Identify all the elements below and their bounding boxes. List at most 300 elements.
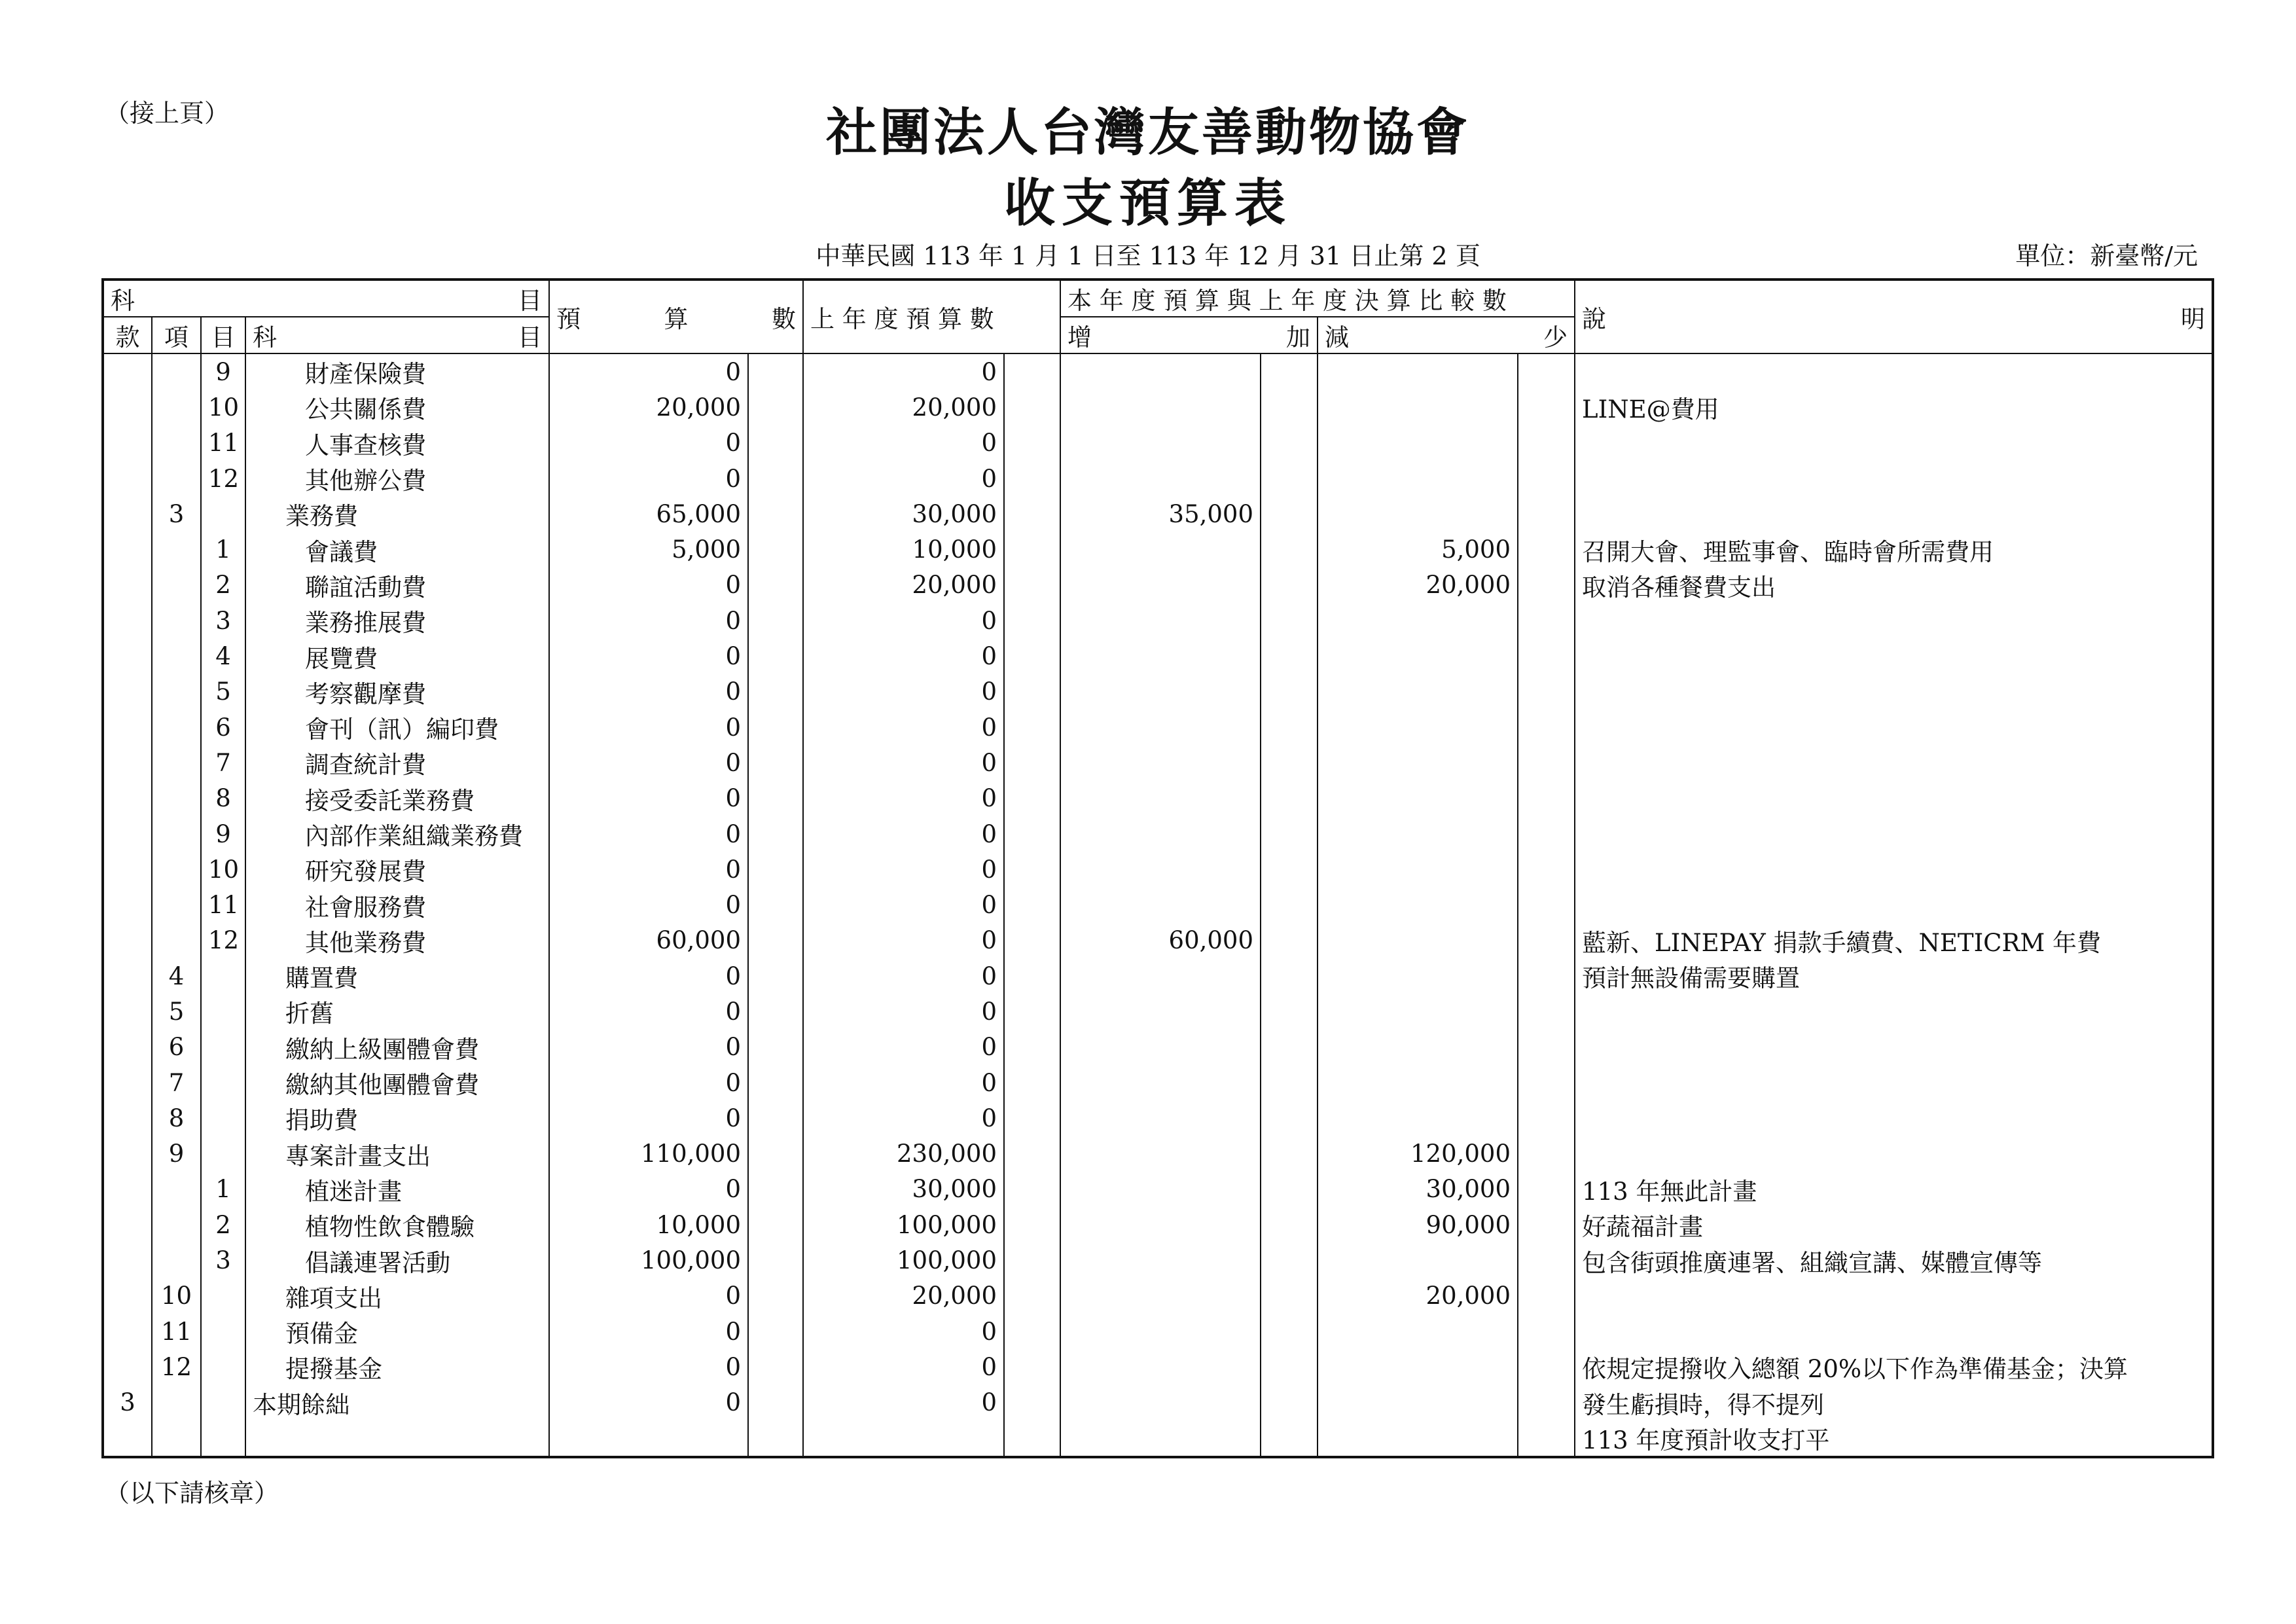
cell-subject: 公共關係費	[245, 389, 549, 425]
cell-mu	[201, 1278, 245, 1314]
cell-mu: 6	[201, 710, 245, 745]
cell-xiang	[152, 710, 201, 745]
cell-increase-pad	[1261, 353, 1318, 389]
cell-last-year: 0	[803, 958, 1004, 994]
cell-subject: 其他業務費	[245, 923, 549, 958]
cell-budget-pad	[748, 1314, 803, 1349]
table-row	[103, 1242, 2213, 1278]
cell-mu: 7	[201, 745, 245, 780]
cell-decrease-pad	[1518, 1314, 1575, 1349]
cell-subject: 業務推展費	[245, 603, 549, 638]
cell-mu: 3	[201, 603, 245, 638]
cell-increase	[1060, 1030, 1261, 1065]
cell-xiang	[152, 389, 201, 425]
cell-increase-pad	[1261, 389, 1318, 425]
cell-last-year-pad	[1004, 1349, 1060, 1384]
cell-decrease	[1318, 638, 1518, 674]
cell-budget: 60,000	[549, 923, 748, 958]
cell-decrease-pad	[1518, 745, 1575, 780]
cell-increase-pad	[1261, 1420, 1318, 1457]
cell-decrease: 5,000	[1318, 532, 1518, 567]
cell-increase-pad	[1261, 1242, 1318, 1278]
cell-increase	[1060, 461, 1261, 496]
cell-xiang	[152, 353, 201, 389]
table-row	[103, 1065, 2213, 1100]
cell-note: 好蔬福計畫	[1575, 1207, 2213, 1242]
cell-xiang	[152, 816, 201, 852]
cell-note: 預計無設備需要購置	[1575, 958, 2213, 994]
cell-increase	[1060, 745, 1261, 780]
cell-last-year: 0	[803, 816, 1004, 852]
cell-xiang: 8	[152, 1100, 201, 1136]
cell-xiang	[152, 745, 201, 780]
cell-note: 召開大會、理監事會、臨時會所需費用	[1575, 532, 2213, 567]
cell-decrease-pad	[1518, 781, 1575, 816]
table-row	[103, 887, 2213, 922]
cell-decrease-pad	[1518, 674, 1575, 710]
table-row	[103, 425, 2213, 461]
cell-budget-pad	[748, 781, 803, 816]
cell-mu: 9	[201, 816, 245, 852]
cell-budget: 20,000	[549, 389, 748, 425]
cell-subject: 提撥基金	[245, 1349, 549, 1384]
cell-increase	[1060, 994, 1261, 1029]
cell-budget: 0	[549, 603, 748, 638]
cell-increase: 35,000	[1060, 496, 1261, 532]
cell-budget: 0	[549, 1278, 748, 1314]
cell-subject: 專案計畫支出	[245, 1136, 549, 1172]
cell-last-year-pad	[1004, 816, 1060, 852]
cell-xiang: 10	[152, 1278, 201, 1314]
cell-decrease	[1318, 603, 1518, 638]
cell-kuan	[103, 1349, 152, 1384]
cell-decrease-pad	[1518, 461, 1575, 496]
cell-last-year-pad	[1004, 353, 1060, 389]
cell-budget-pad	[748, 532, 803, 567]
budget-table	[101, 278, 2214, 1458]
cell-note: 113 年無此計畫	[1575, 1172, 2213, 1207]
cell-subject: 調查統計費	[245, 745, 549, 780]
table-row	[103, 1207, 2213, 1242]
cell-budget-pad	[748, 674, 803, 710]
cell-budget-pad	[748, 353, 803, 389]
cell-last-year	[803, 1420, 1004, 1457]
cell-xiang: 5	[152, 994, 201, 1029]
table-row	[103, 568, 2213, 603]
cell-decrease-pad	[1518, 887, 1575, 922]
cell-budget: 0	[549, 1314, 748, 1349]
cell-mu: 9	[201, 353, 245, 389]
cell-note: 113 年度預計收支打平	[1575, 1420, 2213, 1457]
cell-kuan	[103, 1100, 152, 1136]
cell-last-year: 0	[803, 1349, 1004, 1384]
cell-increase-pad	[1261, 1172, 1318, 1207]
cell-xiang: 9	[152, 1136, 201, 1172]
cell-last-year: 0	[803, 710, 1004, 745]
cell-mu: 2	[201, 568, 245, 603]
cell-xiang	[152, 425, 201, 461]
cell-mu: 3	[201, 1242, 245, 1278]
cell-decrease-pad	[1518, 1030, 1575, 1065]
cell-note: LINE@費用	[1575, 389, 2213, 425]
cell-decrease-pad	[1518, 496, 1575, 532]
cell-budget-pad	[748, 638, 803, 674]
cell-decrease: 120,000	[1318, 1136, 1518, 1172]
table-row	[103, 1385, 2213, 1420]
header-decrease: 減 少	[1318, 317, 1575, 353]
cell-last-year: 0	[803, 852, 1004, 887]
header-last-year: 上 年 度 預 算 數	[803, 280, 1060, 353]
cell-budget: 0	[549, 887, 748, 922]
cell-mu: 10	[201, 852, 245, 887]
cell-last-year-pad	[1004, 1030, 1060, 1065]
cell-budget: 0	[549, 852, 748, 887]
cell-decrease-pad	[1518, 1100, 1575, 1136]
cell-last-year-pad	[1004, 1242, 1060, 1278]
cell-budget: 0	[549, 958, 748, 994]
cell-last-year: 0	[803, 781, 1004, 816]
cell-decrease-pad	[1518, 1136, 1575, 1172]
table-row	[103, 1420, 2213, 1457]
cell-last-year: 20,000	[803, 568, 1004, 603]
cell-budget-pad	[748, 958, 803, 994]
cell-note	[1575, 1065, 2213, 1100]
cell-mu	[201, 1136, 245, 1172]
cell-last-year-pad	[1004, 461, 1060, 496]
cell-budget-pad	[748, 994, 803, 1029]
cell-last-year: 0	[803, 923, 1004, 958]
cell-budget: 0	[549, 1172, 748, 1207]
cell-decrease-pad	[1518, 1207, 1575, 1242]
cell-kuan	[103, 461, 152, 496]
cell-xiang	[152, 1172, 201, 1207]
cell-last-year-pad	[1004, 674, 1060, 710]
cell-decrease-pad	[1518, 532, 1575, 567]
cell-increase-pad	[1261, 1100, 1318, 1136]
cell-xiang	[152, 603, 201, 638]
cell-last-year: 0	[803, 1314, 1004, 1349]
cell-subject: 購置費	[245, 958, 549, 994]
cell-increase-pad	[1261, 887, 1318, 922]
cell-decrease: 20,000	[1318, 1278, 1518, 1314]
cell-note	[1575, 710, 2213, 745]
cell-kuan	[103, 603, 152, 638]
table-row	[103, 496, 2213, 532]
table-row	[103, 1172, 2213, 1207]
cell-budget-pad	[748, 710, 803, 745]
cell-increase-pad	[1261, 1385, 1318, 1420]
cell-note: 依規定提撥收入總額 20%以下作為準備基金；決算	[1575, 1349, 2213, 1384]
cell-mu	[201, 1349, 245, 1384]
cell-increase-pad	[1261, 958, 1318, 994]
cell-increase-pad	[1261, 638, 1318, 674]
cell-decrease	[1318, 496, 1518, 532]
cell-last-year-pad	[1004, 1385, 1060, 1420]
cell-increase	[1060, 1385, 1261, 1420]
cell-note	[1575, 1136, 2213, 1172]
cell-budget	[549, 1420, 748, 1457]
cell-subject: 展覽費	[245, 638, 549, 674]
cell-last-year-pad	[1004, 389, 1060, 425]
cell-budget: 100,000	[549, 1242, 748, 1278]
cell-subject: 人事查核費	[245, 425, 549, 461]
cell-subject: 聯誼活動費	[245, 568, 549, 603]
cell-note	[1575, 1100, 2213, 1136]
cell-subject: 倡議連署活動	[245, 1242, 549, 1278]
cell-note	[1575, 425, 2213, 461]
cell-budget-pad	[748, 1349, 803, 1384]
cell-decrease	[1318, 674, 1518, 710]
cell-decrease-pad	[1518, 1420, 1575, 1457]
cell-note	[1575, 887, 2213, 922]
cell-increase	[1060, 1207, 1261, 1242]
table-row	[103, 816, 2213, 852]
cell-increase	[1060, 389, 1261, 425]
cell-decrease-pad	[1518, 923, 1575, 958]
cell-last-year: 0	[803, 425, 1004, 461]
header-comparison: 本 年 度 預 算 與 上 年 度 決 算 比 較 數	[1060, 280, 1575, 317]
cell-increase-pad	[1261, 710, 1318, 745]
cell-last-year-pad	[1004, 425, 1060, 461]
cell-last-year: 230,000	[803, 1136, 1004, 1172]
cell-note	[1575, 994, 2213, 1029]
table-row	[103, 638, 2213, 674]
cell-budget: 0	[549, 638, 748, 674]
cell-increase-pad	[1261, 674, 1318, 710]
cell-note	[1575, 781, 2213, 816]
cell-increase-pad	[1261, 1065, 1318, 1100]
cell-subject: 繳納其他團體會費	[245, 1065, 549, 1100]
cell-increase	[1060, 887, 1261, 922]
cell-note	[1575, 1278, 2213, 1314]
cell-xiang	[152, 638, 201, 674]
cell-mu: 5	[201, 674, 245, 710]
cell-note	[1575, 816, 2213, 852]
cell-kuan	[103, 674, 152, 710]
cell-increase	[1060, 1172, 1261, 1207]
cell-last-year-pad	[1004, 852, 1060, 887]
cell-last-year: 20,000	[803, 1278, 1004, 1314]
cell-note	[1575, 353, 2213, 389]
cell-budget: 0	[549, 1030, 748, 1065]
cell-decrease	[1318, 1100, 1518, 1136]
table-row	[103, 745, 2213, 780]
cell-last-year-pad	[1004, 568, 1060, 603]
cell-budget: 0	[549, 674, 748, 710]
cell-budget-pad	[748, 1136, 803, 1172]
cell-xiang: 4	[152, 958, 201, 994]
cell-budget-pad	[748, 1172, 803, 1207]
cell-last-year-pad	[1004, 1100, 1060, 1136]
table-row	[103, 923, 2213, 958]
cell-decrease: 20,000	[1318, 568, 1518, 603]
cell-kuan	[103, 781, 152, 816]
cell-xiang	[152, 852, 201, 887]
cell-decrease	[1318, 994, 1518, 1029]
cell-kuan	[103, 887, 152, 922]
cell-mu	[201, 994, 245, 1029]
cell-decrease-pad	[1518, 1065, 1575, 1100]
document-title: 收支預算表	[1003, 173, 1292, 233]
cell-increase	[1060, 816, 1261, 852]
cell-last-year: 30,000	[803, 1172, 1004, 1207]
cell-budget: 0	[549, 461, 748, 496]
table-row	[103, 461, 2213, 496]
cell-last-year-pad	[1004, 1207, 1060, 1242]
cell-budget-pad	[748, 1207, 803, 1242]
cell-increase: 60,000	[1060, 923, 1261, 958]
cell-mu	[201, 1420, 245, 1457]
cell-subject: 植物性飲食體驗	[245, 1207, 549, 1242]
cell-budget-pad	[748, 923, 803, 958]
table-row	[103, 1100, 2213, 1136]
cell-increase	[1060, 1100, 1261, 1136]
cell-decrease-pad	[1518, 1172, 1575, 1207]
cell-last-year-pad	[1004, 745, 1060, 780]
cell-kuan	[103, 1314, 152, 1349]
cell-xiang	[152, 923, 201, 958]
cell-last-year-pad	[1004, 994, 1060, 1029]
cell-last-year: 100,000	[803, 1207, 1004, 1242]
cell-decrease-pad	[1518, 1385, 1575, 1420]
cell-note: 藍新、LINEPAY 捐款手續費、NETICRM 年費	[1575, 923, 2213, 958]
cell-increase	[1060, 1136, 1261, 1172]
cell-decrease	[1318, 745, 1518, 780]
cell-last-year-pad	[1004, 1314, 1060, 1349]
cell-xiang: 6	[152, 1030, 201, 1065]
cell-budget-pad	[748, 1420, 803, 1457]
table-row	[103, 710, 2213, 745]
cell-decrease: 90,000	[1318, 1207, 1518, 1242]
cell-xiang	[152, 887, 201, 922]
cell-kuan	[103, 353, 152, 389]
cell-budget: 0	[549, 568, 748, 603]
cell-budget-pad	[748, 1242, 803, 1278]
cell-increase	[1060, 1065, 1261, 1100]
header-xiang: 項	[152, 317, 201, 353]
cell-mu: 1	[201, 532, 245, 567]
cell-decrease-pad	[1518, 389, 1575, 425]
cell-increase	[1060, 958, 1261, 994]
cell-mu	[201, 1314, 245, 1349]
cell-last-year-pad	[1004, 532, 1060, 567]
cell-note: 取消各種餐費支出	[1575, 568, 2213, 603]
cell-increase-pad	[1261, 496, 1318, 532]
cell-kuan	[103, 994, 152, 1029]
cell-decrease: 30,000	[1318, 1172, 1518, 1207]
cell-xiang	[152, 461, 201, 496]
cell-note	[1575, 1030, 2213, 1065]
table-row	[103, 1278, 2213, 1314]
cell-budget: 0	[549, 1100, 748, 1136]
cell-increase-pad	[1261, 603, 1318, 638]
cell-xiang	[152, 674, 201, 710]
cell-increase-pad	[1261, 1030, 1318, 1065]
cell-note	[1575, 1314, 2213, 1349]
header-increase: 增 加	[1060, 317, 1318, 353]
table-row	[103, 994, 2213, 1029]
cell-increase-pad	[1261, 568, 1318, 603]
cell-last-year-pad	[1004, 710, 1060, 745]
header-mu: 目	[201, 317, 245, 353]
cell-subject: 折舊	[245, 994, 549, 1029]
table-row	[103, 353, 2213, 389]
cell-budget: 0	[549, 1385, 748, 1420]
table-row	[103, 389, 2213, 425]
cell-budget-pad	[748, 496, 803, 532]
cell-budget-pad	[748, 461, 803, 496]
cell-last-year: 0	[803, 1385, 1004, 1420]
cell-decrease	[1318, 887, 1518, 922]
cell-xiang: 7	[152, 1065, 201, 1100]
cell-last-year-pad	[1004, 603, 1060, 638]
cell-decrease-pad	[1518, 816, 1575, 852]
cell-budget: 0	[549, 745, 748, 780]
header-kuan: 款	[103, 317, 152, 353]
table-row	[103, 603, 2213, 638]
cell-budget-pad	[748, 568, 803, 603]
cell-increase	[1060, 638, 1261, 674]
cell-increase-pad	[1261, 781, 1318, 816]
cell-xiang	[152, 532, 201, 567]
period-line: 中華民國 113 年 1 月 1 日至 113 年 12 月 31 日止第 2 頁	[816, 242, 1480, 270]
cell-last-year-pad	[1004, 638, 1060, 674]
cell-budget-pad	[748, 745, 803, 780]
table-row	[103, 781, 2213, 816]
table-row	[103, 1349, 2213, 1384]
cell-increase	[1060, 568, 1261, 603]
cell-budget: 5,000	[549, 532, 748, 567]
cell-decrease	[1318, 1242, 1518, 1278]
cell-note: 包含街頭推廣連署、組織宣講、媒體宣傳等	[1575, 1242, 2213, 1278]
cell-increase-pad	[1261, 1207, 1318, 1242]
table-row	[103, 1136, 2213, 1172]
table-header	[103, 280, 2213, 353]
cell-decrease	[1318, 816, 1518, 852]
cell-last-year-pad	[1004, 923, 1060, 958]
header-note: 說 明	[1575, 280, 2213, 353]
footer-note: （以下請核章）	[105, 1479, 279, 1507]
cell-mu: 1	[201, 1172, 245, 1207]
cell-last-year-pad	[1004, 1278, 1060, 1314]
cell-decrease	[1318, 1030, 1518, 1065]
table-row	[103, 958, 2213, 994]
cell-xiang: 12	[152, 1349, 201, 1384]
cell-increase-pad	[1261, 852, 1318, 887]
cell-kuan	[103, 710, 152, 745]
header-subject: 科 目	[245, 317, 549, 353]
cell-increase	[1060, 1314, 1261, 1349]
cell-decrease-pad	[1518, 638, 1575, 674]
cell-budget-pad	[748, 425, 803, 461]
cell-decrease	[1318, 710, 1518, 745]
cell-mu	[201, 1100, 245, 1136]
cell-subject: 考察觀摩費	[245, 674, 549, 710]
cell-mu	[201, 1385, 245, 1420]
organization-name: 社團法人台灣友善動物協會	[825, 103, 1470, 162]
cell-increase-pad	[1261, 1314, 1318, 1349]
cell-decrease-pad	[1518, 1278, 1575, 1314]
cell-kuan	[103, 389, 152, 425]
cell-last-year-pad	[1004, 1420, 1060, 1457]
cell-increase	[1060, 1349, 1261, 1384]
cell-last-year: 30,000	[803, 496, 1004, 532]
table-row	[103, 532, 2213, 567]
cell-decrease-pad	[1518, 994, 1575, 1029]
cell-kuan	[103, 958, 152, 994]
cell-xiang	[152, 1207, 201, 1242]
table-row	[103, 1030, 2213, 1065]
